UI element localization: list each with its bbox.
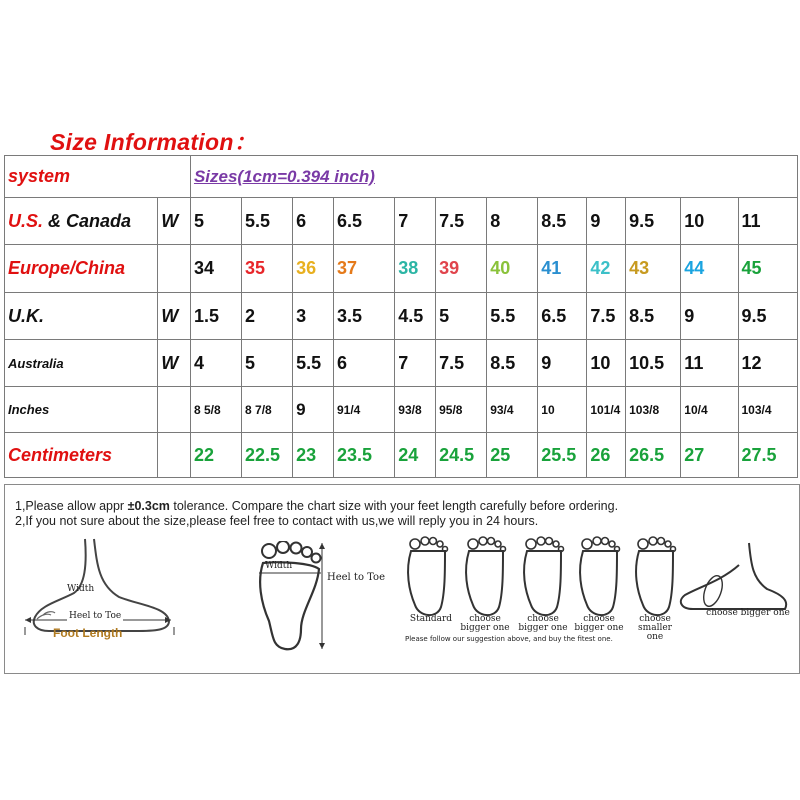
foot-shape-icon [403,535,451,621]
foot-shape-label: choose bigger one [574,614,624,633]
width-marker [158,433,191,478]
note-line-1: 1,Please allow appr ±0.3cm tolerance. Compare the chart size with your feet length carefully before ordering. [15,499,619,513]
size-cell: 38 [395,245,436,293]
size-cell: 23.5 [333,433,394,478]
foot-shape-icon [461,535,509,621]
size-cell: 7.5 [436,198,487,245]
top-length-arrow [317,541,327,651]
foot-shape-icon [519,535,567,621]
notes-panel [4,484,800,674]
size-cell: 27 [681,433,738,478]
suggestion-text: Please follow our suggestion above, and buy the fitest one. [405,635,613,643]
row-label: Inches [5,387,158,433]
size-cell: 35 [242,245,293,293]
foot-shape-label: choose bigger one [518,614,568,633]
size-cell: 5.5 [242,198,293,245]
size-cell: 8 5/8 [190,387,241,433]
size-row [5,433,798,478]
size-cell: 8.5 [487,340,538,387]
size-cell: 9.5 [626,198,681,245]
size-cell: 40 [487,245,538,293]
size-cell: 91/4 [333,387,394,433]
size-cell: 25.5 [538,433,587,478]
size-cell: 39 [436,245,487,293]
foot-shape-label: choose bigger one [706,608,790,618]
size-cell: 34 [190,245,241,293]
size-cell: 37 [333,245,394,293]
size-cell: 9 [293,387,334,433]
size-cell: 5 [190,198,241,245]
size-cell: 44 [681,245,738,293]
size-cell: 10 [681,198,738,245]
size-cell: 6.5 [333,198,394,245]
size-cell: 8 7/8 [242,387,293,433]
size-row [5,387,798,433]
size-row [5,198,798,245]
sizes-unit-label: Sizes(1cm=0.394 inch) [193,166,375,186]
size-cell: 10.5 [626,340,681,387]
size-cell: 8.5 [626,293,681,340]
size-cell: 11 [681,340,738,387]
page-title: Size Information： [50,129,258,155]
size-cell: 6.5 [538,293,587,340]
size-cell: 10/4 [681,387,738,433]
size-cell: 27.5 [738,433,798,478]
size-cell: 6 [293,198,334,245]
size-cell: 93/4 [487,387,538,433]
size-cell: 24.5 [436,433,487,478]
size-cell: 22.5 [242,433,293,478]
width-marker: W [158,198,191,245]
foot-shape-label: choose bigger one [460,614,510,633]
size-cell: 10 [587,340,626,387]
size-cell: 3 [293,293,334,340]
size-cell: 7 [395,198,436,245]
size-cell: 9.5 [738,293,798,340]
width-marker: W [158,293,191,340]
size-cell: 36 [293,245,334,293]
size-cell: 4.5 [395,293,436,340]
row-label: Australia [5,340,158,387]
row-label: Europe/China [5,245,158,293]
size-cell: 5.5 [293,340,334,387]
size-cell: 103/4 [738,387,798,433]
size-cell: 5.5 [487,293,538,340]
size-cell: 4 [190,340,241,387]
foot-shape-icon [631,535,679,621]
size-cell: 101/4 [587,387,626,433]
row-label: U.S. & Canada [5,198,158,245]
row-label: Centimeters [5,433,158,478]
size-cell: 41 [538,245,587,293]
top-heel-label: Heel to Toe [327,572,385,583]
size-cell: 42 [587,245,626,293]
size-cell: 8.5 [538,198,587,245]
size-cell: 26.5 [626,433,681,478]
header-row [5,156,798,198]
size-cell: 5 [436,293,487,340]
size-chart-table [4,155,798,478]
size-cell: 5 [242,340,293,387]
size-cell: 103/8 [626,387,681,433]
note-line-2: 2,If you not sure about the size,please feel free to contact with us,we will reply you in 24 hours. [15,514,539,528]
size-cell: 9 [587,198,626,245]
size-cell: 93/8 [395,387,436,433]
size-cell: 22 [190,433,241,478]
size-cell: 7 [395,340,436,387]
size-cell: 11 [738,198,798,245]
size-row [5,245,798,293]
size-cell: 95/8 [436,387,487,433]
size-cell: 1.5 [190,293,241,340]
size-row [5,340,798,387]
width-marker: W [158,340,191,387]
side-heel-label: Heel to Toe [69,611,122,621]
foot-length-label: Foot Length [53,626,123,640]
size-cell: 26 [587,433,626,478]
size-cell: 25 [487,433,538,478]
size-row [5,293,798,340]
foot-measurement-illustration [5,531,799,671]
side-width-label: Width [67,584,95,594]
size-cell: 3.5 [333,293,394,340]
width-marker [158,387,191,433]
foot-shape-label: choose smaller one [638,614,672,642]
size-cell: 45 [738,245,798,293]
system-label: system [5,156,191,198]
size-cell: 23 [293,433,334,478]
size-cell: 12 [738,340,798,387]
size-cell: 8 [487,198,538,245]
size-cell: 9 [538,340,587,387]
top-width-label: Width [265,561,293,571]
size-cell: 2 [242,293,293,340]
size-cell: 10 [538,387,587,433]
size-cell: 24 [395,433,436,478]
size-cell: 43 [626,245,681,293]
width-marker [158,245,191,293]
size-cell: 6 [333,340,394,387]
foot-shape-icon [575,535,623,621]
size-cell: 9 [681,293,738,340]
size-cell: 7.5 [436,340,487,387]
size-cell: 7.5 [587,293,626,340]
foot-shape-label: Standard [409,614,453,624]
row-label: U.K. [5,293,158,340]
